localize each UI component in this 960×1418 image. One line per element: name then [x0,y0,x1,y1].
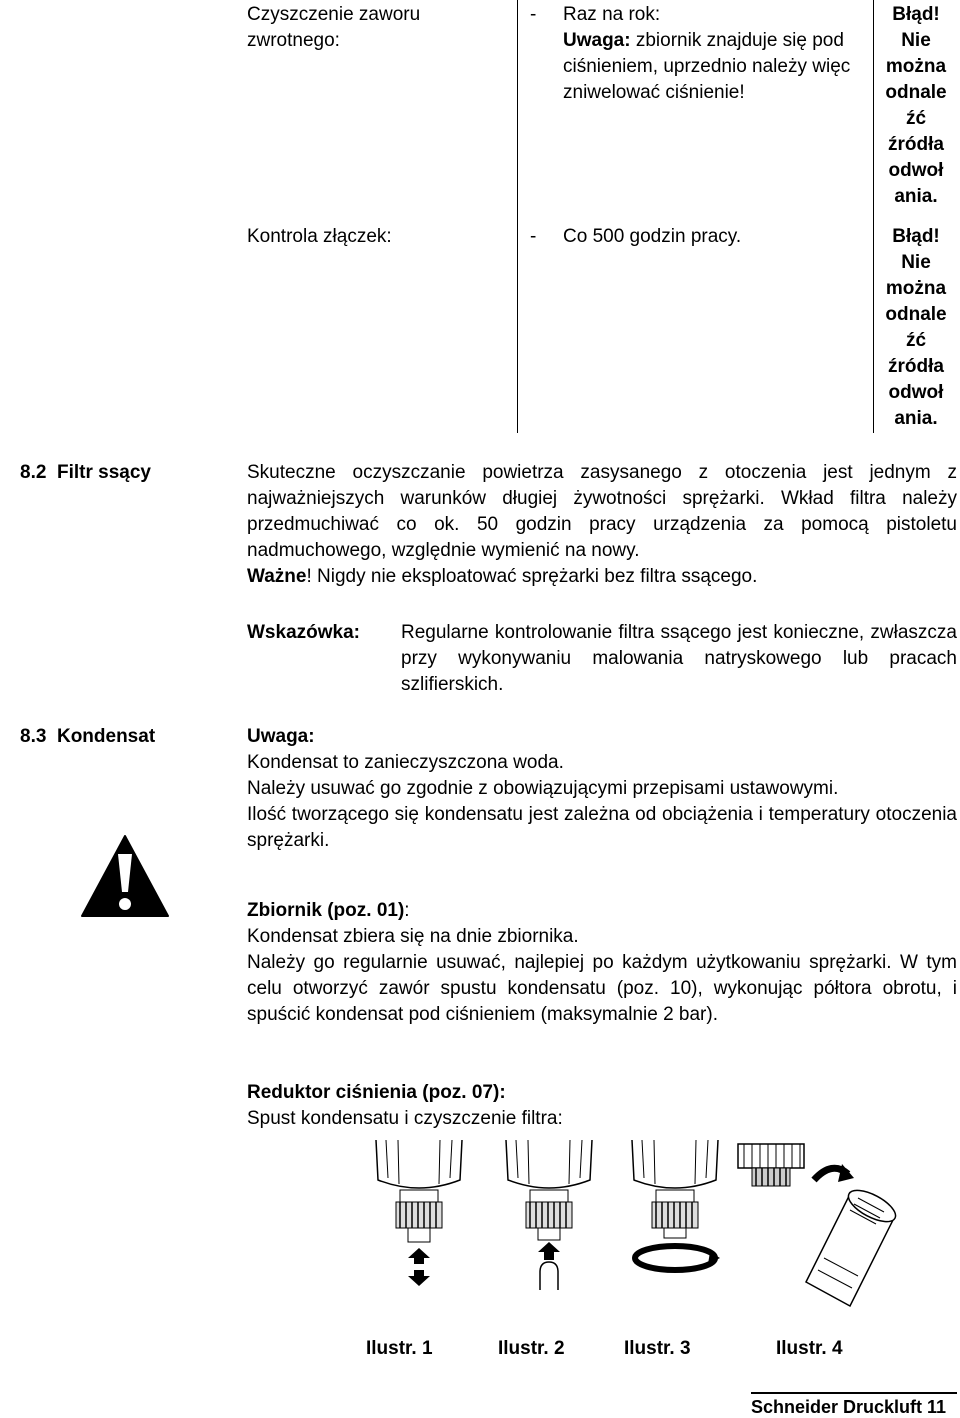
footer-brand: Schneider Druckluft 11 [751,1397,947,1417]
tank-block [247,898,957,1028]
illustration-caption-1: Ilustr. 1 [366,1338,433,1359]
error-line: odnale [885,82,947,103]
error-line: źć [905,108,927,129]
tank-text: Należy go regularnie usuwać, najlepiej po każdym użytkowaniu sprężarki. W tym celu otworzyć zawór spustu kondensatu (poz. 10), wykonując półtora obrotu, i spuścić kondensat pod ciśnieniem (maksymalnie 2 bar). [247,952,957,1025]
warning-line: Kondensat to zanieczyszczona woda. [247,752,564,773]
tank-line1: Kondensat zbiera się na dnie zbiornika. [247,926,579,947]
section-8-2-paragraph: Skuteczne oczyszczanie powietrza zasysanego z otoczenia jest jednym z najważniejszych warunków długiej żywotności sprężarki. Wkład filtra należy przedmuchiwać co ok. 50 godzin pracy urządzenia za pomocą pistoletu nadmuchowego, względnie wymienić na nowy. [247,462,957,561]
table-row-2-error [873,224,959,432]
error-line: można [885,278,947,299]
warning-line: Należy usuwać go zgodnie z obowiązującymi przepisami ustawowymi. [247,778,839,799]
reducer-text: Spust kondensatu i czyszczenie filtra: [247,1108,563,1129]
table-row-2-interval: Co 500 godzin pracy. [563,226,742,247]
section-8-3-heading: 8.3 Kondensat [20,726,156,747]
table-row-1-interval: Raz na rok: [563,4,661,25]
section-8-3-body [247,724,957,854]
error-line: ania. [894,186,938,207]
reducer-label: Reduktor ciśnienia (poz. 07): [247,1082,506,1103]
error-line: odnale [885,304,947,325]
illustration-caption-2: Ilustr. 2 [498,1338,565,1359]
hint-text: Regularne kontrolowanie filtra ssącego jest konieczne, zwłaszcza przy wykonywaniu malowania natryskowego lub pracach szlifierskich. [401,622,957,695]
important-label: Ważne [247,566,307,587]
error-line: można [885,56,947,77]
section-8-2-important [247,564,957,590]
table-row-1-interval-block [563,2,863,106]
warning-triangle-icon [80,834,170,918]
illustration-2-image [494,1140,604,1290]
table-divider-left [517,0,518,433]
table-row-1-task: Czyszczenie zaworu zwrotnego: [247,4,421,51]
illustration-4-image [730,1140,900,1310]
table-row-2-task: Kontrola złączek: [247,226,392,247]
table-row-1-note [563,28,863,106]
error-line: ania. [894,408,938,429]
table-row-1-dash: - [530,4,537,25]
section-8-2-body [247,460,957,590]
footer-rule [751,1392,957,1394]
hint-label: Wskazówka: [247,622,360,643]
error-line: Błąd! [892,226,940,247]
important-text: ! Nigdy nie eksploatować sprężarki bez filtra ssącego. [306,566,758,587]
warning-label: Uwaga: [247,726,315,747]
error-line: źródła [888,134,944,155]
warning-line: Ilość tworzącego się kondensatu jest zależna od obciążenia i temperatury otoczenia sprężarki. [247,804,957,851]
tank-label: Zbiornik (poz. 01) [247,900,405,921]
error-line: Błąd! [892,4,940,25]
illustration-caption-4: Ilustr. 4 [776,1338,843,1359]
section-8-2-heading: 8.2 Filtr ssący [20,462,151,483]
note-label: Uwaga: [563,30,631,51]
error-line: odwoł [888,160,944,181]
note-text: zbiornik znajduje się pod ciśnieniem, uprzednio należy więc zniwelować ciśnienie! [563,30,851,103]
error-line: Nie [901,30,931,51]
table-row-1-error [873,2,959,210]
table-row-2-dash: - [530,226,537,247]
error-line: źródła [888,356,944,377]
error-line: odwoł [888,382,944,403]
illustration-3-image [620,1140,730,1290]
tank-suffix: : [404,900,410,921]
illustration-caption-3: Ilustr. 3 [624,1338,691,1359]
illustration-1-image [364,1140,474,1290]
error-line: Nie [901,252,931,273]
error-line: źć [905,330,927,351]
reducer-block [247,1080,957,1132]
tank-heading [247,898,957,924]
